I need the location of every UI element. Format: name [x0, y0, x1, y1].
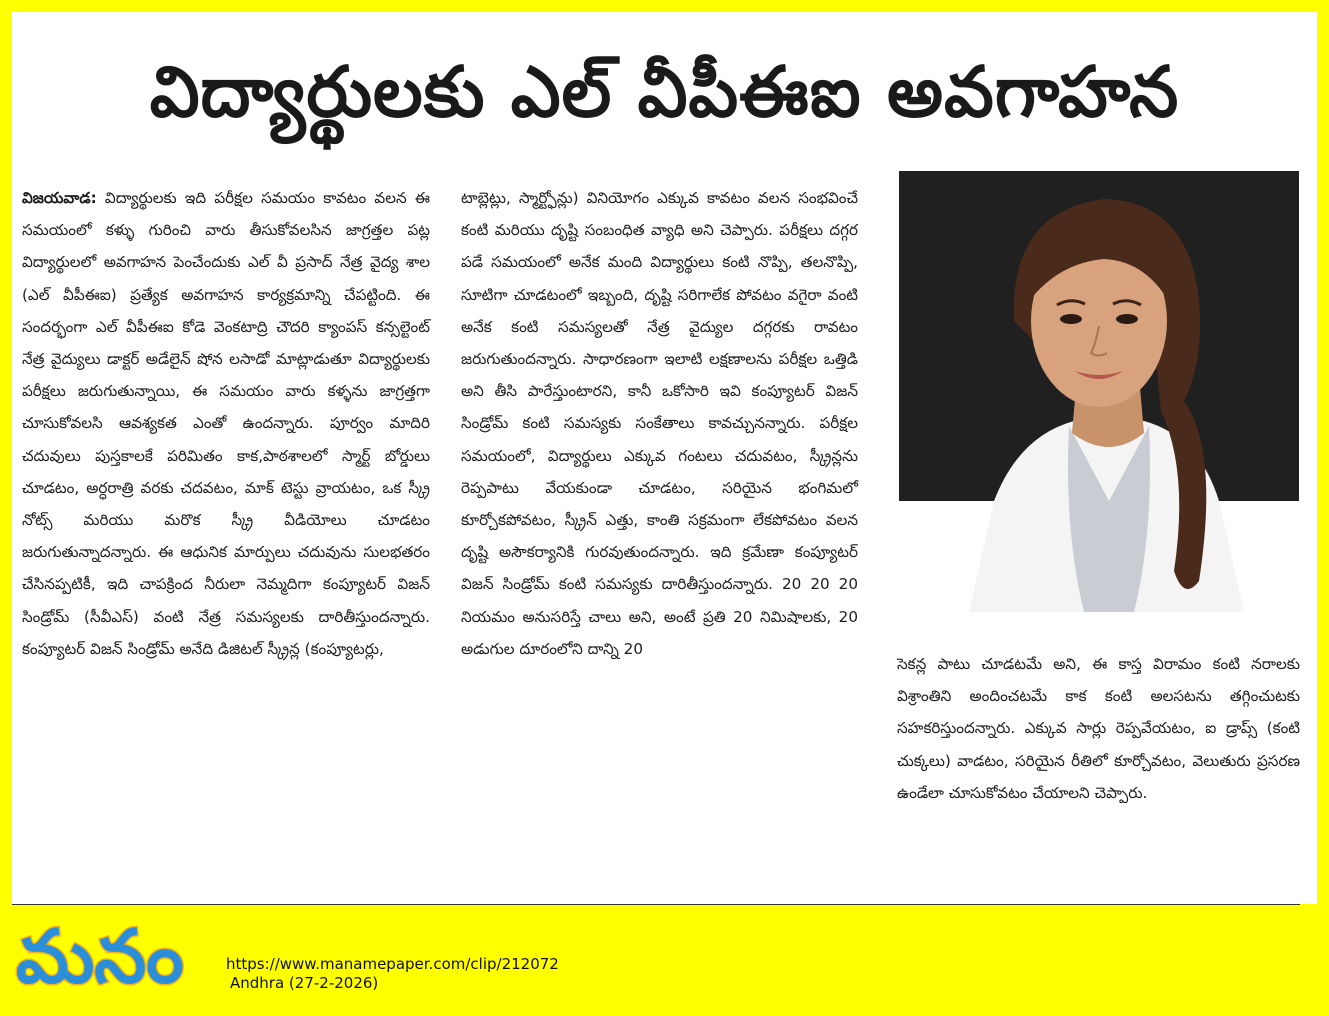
headline: విద్యార్థులకు ఎల్ వీపీఈఐ అవగాహన	[149, 51, 1180, 133]
doctor-photo	[899, 171, 1299, 612]
article-column-3	[897, 648, 1300, 809]
footer-divider	[12, 904, 1300, 905]
dateline: విజయవాడ:	[22, 189, 97, 207]
article-column-2	[461, 182, 858, 665]
clip-url[interactable]: https://www.manamepaper.com/clip/212072	[226, 955, 559, 973]
article-column-1	[22, 182, 430, 665]
article-text-2: టాబ్లెట్లు, స్మార్ట్ఫోన్లు) వినియోగం ఎక్కువ కావటం వలన సంభవించే కంటి మరియు దృష్టి సంబంధిత వ్యాధి అని చెప్పారు. పరీక్షలు దగ్గర పడే సమయంలో అనేక మంది విద్యార్థులు కంటి నొప్పి, తలనొప్పి, సూటిగా చూడటంలో ఇబ్బంది, దృష్టి సరిగాలేక పోవటం వగైరా వంటి అనేక కంటి సమస్యలతో నేత్ర వైద్యుల దగ్గరకు రావటం జరుగుతుందన్నారు. సాధారణంగా ఇలాటి లక్షణాలను పరీక్షల ఒత్తిడి అని తీసి పారేస్తుంటారని, కానీ ఒకోసారి ఇవి కంప్యూటర్ విజన్ సిండ్రోమ్ కంటి సమస్యకు సంకేతాలు కావచ్చునన్నారు. పరీక్షల సమయంలో, విద్యార్థులు ఎక్కువ గంటలు చదువటం, స్క్రీన్లను రెప్పపాటు వేయకుండా చూడటం, సరియైన భంగిమలో కూర్చోకపోవటం, స్క్రీన్ ఎత్తు, కాంతి సక్రమంగా లేకపోవటం వలన దృష్టి అసౌకర్యానికి గురవుతుందన్నారు. ఇది క్రమేణా కంప్యూటర్ విజన్ సిండ్రోమ్ కంటి సమస్యకు దారితీస్తుందన్నారు. 20 20 20 నియమం అనుసరిస్తే చాలు అని, అంటే ప్రతి 20 నిమిషాలకు, 20 అడుగుల దూరంలోని దాన్ని 20	[461, 189, 858, 658]
manam-logo	[14, 912, 210, 998]
article-text-1: విద్యార్థులకు ఇది పరీక్షల సమయం కావటం వలన ఈ సమయంలో కళ్ళు గురించి వారు తీసుకోవలసిన జాగ్రత్తల పట్ల విద్యార్థులలో అవగాహన పెంచేందుకు ఎల్ వీ ప్రసాద్ నేత్ర వైద్య శాల (ఎల్ వీపీఈఐ) ప్రత్యేక అవగాహన కార్యక్రమాన్ని చేపట్టింది. ఈ సందర్భంగా ఎల్ వీపీఈఐ కోడె వెంకటాద్రి చౌదరి క్యాంపస్ కన్సల్టెంట్ నేత్ర వైద్యులు డాక్టర్ అడేలైన్ షోన లసాడో మాట్లాడుతూ విద్యార్థులకు పరీక్షలు జరుగుతున్నాయి, ఈ సమయం వారు కళ్ళను జాగ్రత్తగా చూసుకోవలసి ఆవశ్యకత ఎంతో ఉందన్నారు. పూర్వం మాదిరి చదువులు పుస్తకాలకే పరిమితం కాక,పాఠశాలలో స్మార్ట్ బోర్డులు చూడటం, అర్ధరాత్రి వరకు చదవటం, మాక్ టెస్టు వ్రాయటం, ఒక స్క్రీ నోట్స్ మరియు మరొక స్క్రీ వీడియోలు చూడటం జరుగుతున్నాదన్నారు. ఈ ఆధునిక మార్పులు చదువును సులభతరం చేసినప్పటికీ, ఇది చాపక్రింద నీరులా నెమ్మదిగా కంప్యూటర్ విజన్ సిండ్రోమ్ (సీవీఎస్) వంటి నేత్ర సమస్యలకు దారితీస్తుందన్నారు. కంప్యూటర్ విజన్ సిండ్రోమ్ అనేది డిజిటల్ స్క్రీన్ల (కంప్యూటర్లు,	[22, 189, 430, 658]
article-text-3: సెకన్ల పాటు చూడటమే అని, ఈ కాస్త విరామం కంటి నరాలకు విశ్రాంతిని అందించటమే కాక కంటి అలసటను తగ్గించుటకు సహకరిస్తుందన్నారు. ఎక్కువ సార్లు రెప్పవేయటం, ఐ డ్రాప్స్ (కంటి చుక్కలు) వాడటం, సరియైన రీతిలో కూర్చోవటం, వెలుతురు ప్రసరణ ఉండేలా చూసుకోవటం చేయాలని చెప్పారు.	[897, 655, 1300, 802]
edition-date: Andhra (27-2-2026)	[230, 974, 379, 992]
newspaper-clipping	[12, 12, 1317, 904]
logo-text: మనం	[16, 914, 184, 998]
